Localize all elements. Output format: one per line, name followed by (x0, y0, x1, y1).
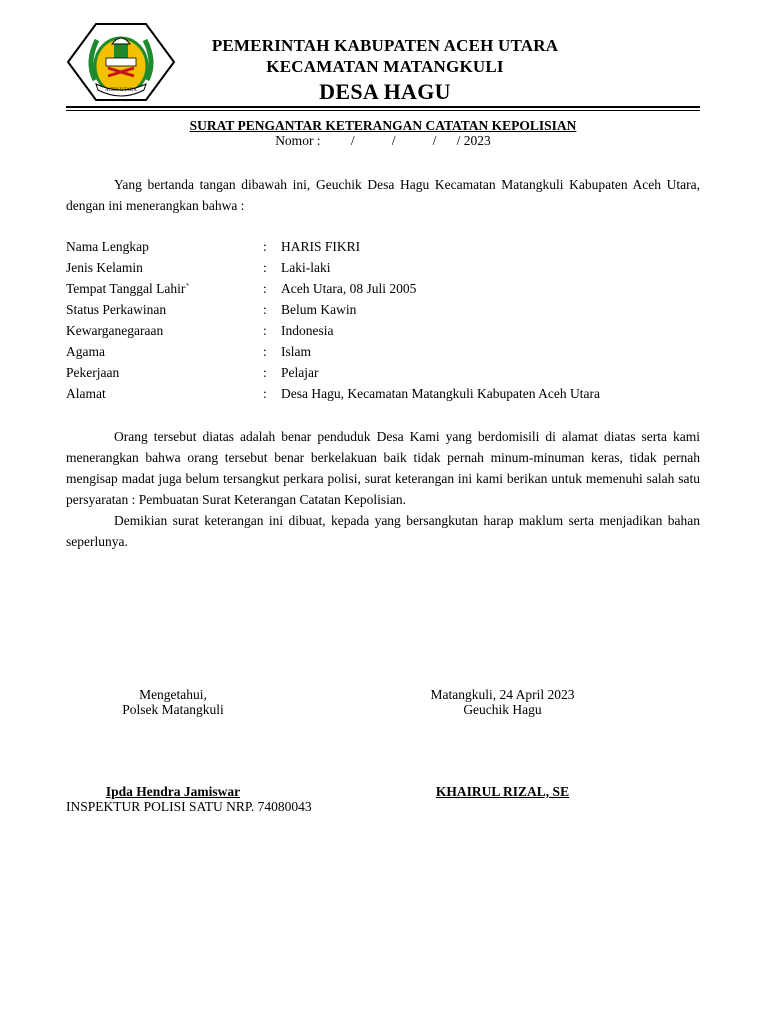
field-value: Belum Kawin (281, 302, 357, 317)
aceh-utara-logo (66, 22, 176, 102)
field-separator: : (263, 365, 267, 380)
field-label: Kewarganegaraan (66, 323, 164, 338)
header-divider-thin (66, 110, 700, 111)
field-value: Aceh Utara, 08 Juli 2005 (281, 281, 417, 296)
field-value: Islam (281, 344, 311, 359)
field-label: Agama (66, 344, 105, 359)
field-value: Pelajar (281, 365, 319, 380)
field-label: Tempat Tanggal Lahir` (66, 281, 190, 296)
field-value: HARIS FIKRI (281, 239, 361, 254)
header-village: DESA HAGU (319, 79, 451, 104)
letter-title: SURAT PENGANTAR KETERANGAN CATATAN KEPOLISIAN (189, 118, 577, 133)
field-label: Alamat (66, 386, 106, 401)
field-separator: : (263, 239, 267, 254)
left-signature-heading: Mengetahui, (139, 687, 207, 702)
left-signatory-rank: INSPEKTUR POLISI SATU NRP. 74080043 (66, 799, 312, 814)
field-label: Nama Lengkap (66, 239, 149, 254)
field-row (66, 299, 700, 320)
field-value: Indonesia (281, 323, 334, 338)
left-signatory-name: Ipda Hendra Jamiswar (105, 784, 241, 799)
field-label: Jenis Kelamin (66, 260, 143, 275)
field-value: Desa Hagu, Kecamatan Matangkuli Kabupaten Aceh Utara (281, 386, 600, 401)
opening-paragraph: Yang bertanda tangan dibawah ini, Geuchik Desa Hagu Kecamatan Matangkuli Kabupaten Aceh Utara, dengan ini menerangkan bahwa : (66, 177, 700, 213)
body-paragraph: Orang tersebut diatas adalah benar penduduk Desa Kami yang berdomisili di alamat diatas serta kami menerangkan bahwa orang tersebut benar berkelakuan baik tidak pernah minum-minuman keras, tidak pernah mengisap madat juga belum tersangkut perkara polisi, surat keterangan ini kami berikan untuk memenuhi salah satu persyaratan : Pembuatan Surat Keterangan Catatan Kepolisian. (66, 429, 700, 507)
field-row (66, 257, 700, 278)
field-separator: : (263, 281, 267, 296)
header-divider-thick (66, 106, 700, 108)
field-row (66, 362, 700, 383)
field-value: Laki-laki (281, 260, 331, 275)
right-signature-office: Geuchik Hagu (463, 702, 542, 717)
field-separator: : (263, 344, 267, 359)
right-signature-date: Matangkuli, 24 April 2023 (430, 687, 575, 702)
svg-text:ACEH UTARA: ACEH UTARA (105, 88, 137, 93)
header-district: KECAMATAN MATANGKULI (266, 57, 504, 76)
field-row (66, 278, 700, 299)
field-label: Status Perkawinan (66, 302, 167, 317)
field-separator: : (263, 302, 267, 317)
left-signature-office: Polsek Matangkuli (122, 702, 224, 717)
field-row (66, 236, 700, 257)
field-separator: : (263, 386, 267, 401)
right-signatory-name: KHAIRUL RIZAL, SE (435, 784, 570, 799)
letter-number: Nomor : / / / / 2023 (275, 133, 491, 148)
field-row (66, 320, 700, 341)
field-label: Pekerjaan (66, 365, 120, 380)
header-government: PEMERINTAH KABUPATEN ACEH UTARA (211, 36, 559, 55)
field-row (66, 383, 700, 404)
field-separator: : (263, 323, 267, 338)
closing-paragraph: Demikian surat keterangan ini dibuat, kepada yang bersangkutan harap maklum serta menjadikan bahan seperlunya. (66, 513, 700, 549)
field-row (66, 341, 700, 362)
field-separator: : (263, 260, 267, 275)
